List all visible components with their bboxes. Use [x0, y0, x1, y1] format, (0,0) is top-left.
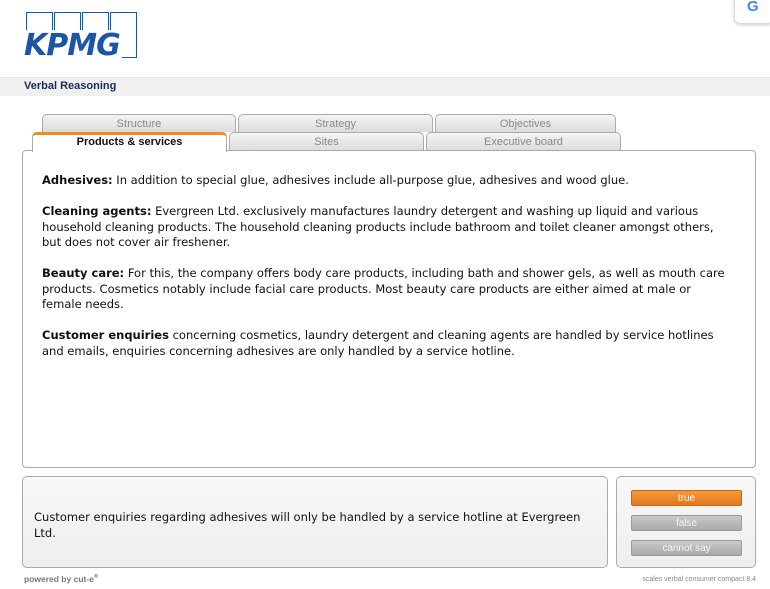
logo-text: KPMG [24, 28, 120, 63]
statement-box [22, 476, 608, 568]
tab-sites[interactable]: Sites [229, 132, 424, 151]
powered-by: powered by cut-e® [24, 574, 99, 584]
paragraph-customer-enquiries: Customer enquiries concerning cosmetics, laundry detergent and cleaning agents are handled by service hotlines and emails, enquiries concerning adhesives are only handled by a service hotline. [42, 328, 714, 358]
page-title: Verbal Reasoning [24, 80, 117, 92]
google-icon[interactable] [734, 0, 770, 24]
true-button[interactable]: true [631, 490, 742, 506]
tab-structure[interactable]: Structure [42, 114, 236, 132]
tab-strategy[interactable]: Strategy [238, 114, 433, 132]
kpmg-logo [24, 12, 140, 62]
cannot-say-button[interactable]: cannot say [631, 540, 742, 556]
tab-products-services[interactable]: Products & services [32, 132, 227, 152]
title-bar [0, 77, 770, 96]
google-glyph: G [747, 0, 759, 15]
statement-text: Customer enquiries regarding adhesives will only be handled by a service hotline at Evergreen Ltd. [34, 510, 581, 540]
paragraph-cleaning-agents: Cleaning agents: Evergreen Ltd. exclusively manufactures laundry detergent and washing up liquid and various household cleaning products. The household cleaning products include bathroom and toilet cleaner amongst others, but does not cover air freshener. [42, 204, 714, 249]
paragraph-adhesives: Adhesives: In addition to special glue, adhesives include all-purpose glue, adhesives and wood glue. [42, 173, 629, 187]
tab-objectives[interactable]: Objectives [435, 114, 616, 132]
version-label: scales verbal consumer compact 8.4 [642, 576, 756, 583]
false-button[interactable]: false [631, 515, 742, 531]
content-panel [22, 150, 756, 468]
answer-box [616, 476, 756, 568]
paragraph-beauty-care: Beauty care: For this, the company offers body care products, including bath and shower gels, as well as mouth care products. Cosmetics notably include facial care products. Most beauty care products are either aimed at male or female needs. [42, 266, 725, 311]
tab-executive-board[interactable]: Executive board [426, 132, 621, 151]
